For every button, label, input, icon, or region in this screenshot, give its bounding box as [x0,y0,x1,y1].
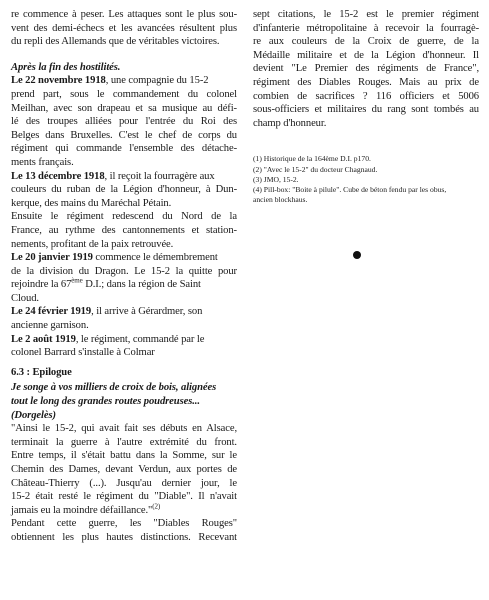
quote-line: tout le long des grandes routes poudreuses... [11,396,200,408]
body-line: Chemin des Dames, devant Verdun, aux portes de [11,464,237,475]
footnote: ancien blockhaus. [253,195,308,205]
intro-line: re commence à peser. Les attaques sont le plus sou- [11,9,237,20]
footnote: (2) "Avec le 15-2" du docteur Chagnaud. [253,164,378,174]
body-line: jamais eu la moindre défaillance."$^{(2)}$ [11,502,161,516]
right-paragraph-line: sept citations, le 15-2 est le premier régiment [253,9,479,20]
footnote: (4) Pill-box: "Boite à pilule". Cube de béton fendu par les obus, [253,184,447,194]
paragraph-line: Le 22 novembre 1918, une compagnie du 15-2 [11,75,209,87]
paragraph-line: Belges dans Bruxelles. C'est le chef de corps du [11,129,237,141]
paragraph-line: lé des troupes alliées pour l'entrée du Roi des [11,116,237,128]
paragraph-line: Le 24 février 1919, il arrive à Gérardmer, son [11,306,203,318]
paragraph-line: nements, profitant de la paix retrouvée. [11,238,174,250]
date-bold: Le 20 janvier 1919 [11,252,93,264]
paragraph-line: couleurs du ruban de la Légion d'honneur, à Dun- [11,184,237,196]
date-bold: Le 2 août 1919 [11,333,76,345]
paragraph-line: ments français. [11,156,74,168]
right-paragraph-line: devient "Le Premier des régiments de France", [253,63,479,75]
paragraph-line: kerque, des mains du Maréchal Pétain. [11,197,172,209]
paragraph-line: régiment qui commande l'ensemble des détache- [11,143,237,155]
date-bold: Le 24 février 1919 [11,306,92,318]
paragraph-line: Cloud. [11,292,39,304]
right-column [253,8,479,205]
paragraph-line: prend part, sous le commandement du colonel [11,88,237,100]
section-heading-epilogue: 6.3 : Epilogue [11,366,72,378]
paragraph-line: colonel Barrard s'installe à Colmar [11,347,155,359]
intro-line: vent des demi-échecs et les avancées résultent plus [11,22,237,34]
left-column [11,8,237,545]
footnote: (3) JMO, 15-2. [253,174,299,184]
intro-line: du repli des Allemands que de véritables victoires. [11,36,220,48]
right-paragraph-line: combien de sacrifices ? 116 officiers et 5006 [253,90,479,102]
right-paragraph-line: d'infanterie métropolitaine à recevoir la fourragè- [253,22,479,34]
footnote: (1) Historique de la 164ème D.I. p170. [253,154,371,164]
paragraph-line: Le 20 janvier 1919 commence le démembrement [11,252,218,264]
bullet-dot-icon [353,251,361,259]
body-line: Entre temps, il s'était battu dans la Somme, sur le [11,450,237,462]
body-line: terminait la guerre à l'autre extrémité du front. [11,436,237,448]
body-line: 15-2 était resté le régiment du "Diable". Il n'avait [11,491,237,503]
right-paragraph-line: Médaille militaire et de la Légion d'honneur. Il [253,49,479,61]
body-line: Pendant cette guerre, les "Diables Rouges" [11,518,237,530]
body-line: "Ainsi le 15-2, qui avait fait ses débuts en Alsace, [11,423,237,435]
paragraph-line: ancienne garnison. [11,320,89,332]
date-bold: Le 13 décembre 1918 [11,170,105,182]
right-paragraph-line: sous-officiers et militaires du rang sont tombés au [253,104,479,116]
paragraph-line: de la division du Dragon. Le 15-2 la quitte pour [11,265,237,277]
right-paragraph-line: régiment des Diables Rouges. Mais au prix de [253,76,479,88]
paragraph-line: France, au rythme des cantonnements et station- [11,224,237,236]
body-line: Château-Thierry (...). Jusqu'au dernier jour, le [11,477,237,489]
right-paragraph-line: re aux couleurs de la Croix de guerre, de la [253,36,479,48]
paragraph-line: Ensuite le régiment redescend du Nord de la [11,211,237,223]
paragraph-line: Meilhan, avec son drapeau et sa musique au défi- [11,102,237,114]
body-line: obtiennent les plus hautes distinctions. Recevant [11,531,237,543]
paragraph-line: Le 13 décembre 1918, il reçoit la fourragère aux [11,170,215,182]
quote-attribution: (Dorgelès) [11,409,56,421]
quote-line: Je songe à vos milliers de croix de bois, alignées [11,382,217,394]
right-paragraph-line: champ d'honneur. [253,117,327,129]
paragraph-line: Le 2 août 1919, le régiment, commandé par le [11,333,205,345]
paragraph-line: rejoindre la 67ème D.I.; dans la région de Saint [11,276,201,291]
date-bold: Le 22 novembre 1918 [11,75,106,87]
section-heading-after-hostilities: Après la fin des hostilités. [11,61,121,73]
footnotes [253,154,479,205]
